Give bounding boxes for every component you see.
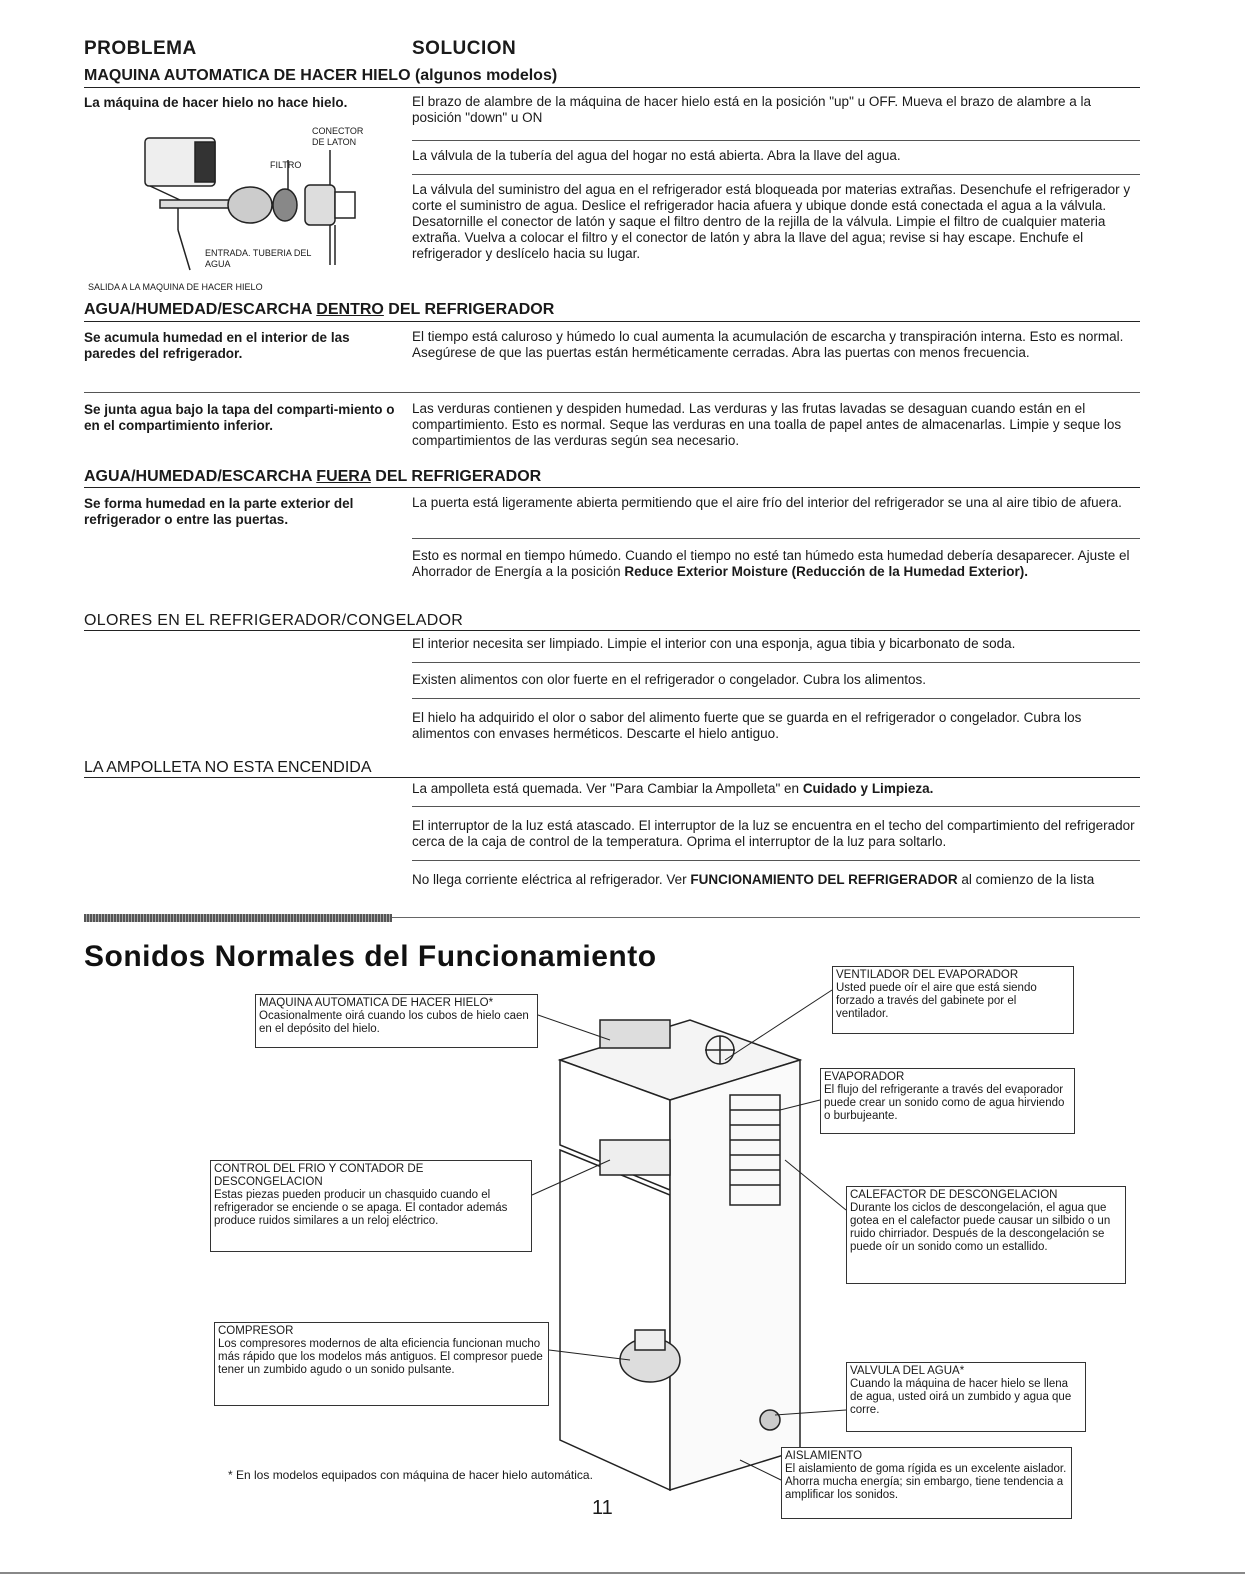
sound-box-heading: CALEFACTOR DE DESCONGELACION [850,1189,1058,1201]
sound-box-heading: AISLAMIENTO [785,1450,863,1462]
section-title-light: LA AMPOLLETA NO ESTA ENCENDIDA [84,759,372,776]
solution-text: La ampolleta está quemada. Ver "Para Cambiar la Ampolleta" en Cuidado y Limpieza. [412,781,934,796]
solution-header: SOLUCION [412,38,517,59]
footnote: * En los modelos equipados con máquina de hacer hielo automática. [228,1468,593,1482]
section-title-odors: OLORES EN EL REFRIGERADOR/CONGELADOR [84,612,464,629]
solution-text: No llega corriente eléctrica al refrigerador. Ver FUNCIONAMIENTO DEL REFRIGERADOR al comienzo de la lista [412,872,1095,887]
problem-text: Se junta agua bajo la tapa del comparti-miento o en el compartimiento inferior. [84,402,395,433]
solution-text: El hielo ha adquirido el olor o sabor del alimento fuerte que se guarda en el refrigerador o congelador. Cubra los alimentos con envases herméticos. Descarte el hielo antiguo. [412,710,1082,741]
solution-text: La puerta está ligeramente abierta permitiendo que el aire frío del interior del refrigerador se una al aire tibio de afuera. [412,495,1122,510]
solution-text: El brazo de alambre de la máquina de hacer hielo está en la posición "up" u OFF. Mueva el brazo de alambre a la posición "down" u ON [412,94,1091,125]
sound-box-heading: EVAPORADOR [824,1071,905,1083]
diagram-label: AGUA [205,259,231,269]
sound-box-heading: VALVULA DEL AGUA* [850,1365,965,1377]
sound-box-text: Estas piezas pueden producir un chasquido cuando el refrigerador se enciende o se apaga. El contador además produce ruidos similares a un reloj eléctrico. [214,1189,508,1227]
solution-text: El interior necesita ser limpiado. Limpie el interior con una esponja, agua tibia y bicarbonato de soda. [412,636,1016,651]
sound-box-text: Ocasionalmente oirá cuando los cubos de hielo caen en el depósito del hielo. [259,1010,529,1035]
solution-text: Las verduras contienen y despiden humedad. Las verduras y las frutas lavadas se desaguan cuando están en el compartimiento. Esto es normal. Seque las verduras en una toalla de papel antes de almacenarlas. Limpie y seque los compartimientos de las verduras según sea necesario. [412,401,1122,448]
problem-text: Se forma humedad en la parte exterior del refrigerador o entre las puertas. [84,496,354,527]
solution-text: La válvula de la tubería del agua del hogar no está abierta. Abra la llave del agua. [412,148,901,163]
page-number: 11 [592,1497,613,1519]
section-title-ice-maker: MAQUINA AUTOMATICA DE HACER HIELO (algunos modelos) [84,67,558,84]
diagram-label: DE LATON [312,137,357,147]
diagram-label: ENTRADA. TUBERIA DEL [205,248,312,258]
sound-box-heading: MAQUINA AUTOMATICA DE HACER HIELO* [259,997,494,1009]
sound-box-text: Durante los ciclos de descongelación, el agua que gotea en el calefactor puede causar un silbido o un ruido chirriador. Después de la descongelación se puede oír un sonido como un estallido. [850,1202,1111,1253]
sound-box-text: Los compresores modernos de alta eficiencia funcionan mucho más rápido que los modelos más antiguos. El compresor puede tener un zumbido agudo o un sonido pulsante. [218,1338,543,1376]
section-title-outside: AGUA/HUMEDAD/ESCARCHA FUERA DEL REFRIGERADOR [84,468,542,485]
solution-text: El tiempo está caluroso y húmedo lo cual aumenta la acumulación de escarcha y transpiración interna. Esto es normal. Asegúrese de que las puertas están herméticamente cerradas. Abra las puertas con menos frecuencia. [412,329,1124,360]
page-title: Sonidos Normales del Funcionamiento [84,940,657,973]
solution-text: Existen alimentos con olor fuerte en el refrigerador o congelador. Cubra los alimentos. [412,672,927,687]
sound-box-heading: VENTILADOR DEL EVAPORADOR [836,969,1019,981]
problem-text: Se acumula humedad en el interior de las paredes del refrigerador. [84,330,350,361]
sound-box-heading: CONTROL DEL FRIO Y CONTADOR DE DESCONGELACION [214,1163,424,1188]
solution-text: El interruptor de la luz está atascado. El interruptor de la luz se encuentra en el techo del compartimiento del refrigerador cerca de la caja de control de la temperatura. Oprima el interruptor de la luz para soltarlo. [412,818,1135,849]
solution-text: La válvula del suministro del agua en el refrigerador está bloqueada por materias extrañas. Desenchufe el refrigerador y corte el suministro de agua. Deslice el refrigerador hacia afuera y ubique donde está conectada el agua a la válvula. Desatornille el conector de latón y saque el filtro dentro de la rejilla de la válvula. Limpie el filtro de cualquier materia extraña. Vuelva a colocar el filtro y el conector de latón y abra la llave del agua; revise si hay escape. Enchufe el refrigerador y deslícelo hacia su lugar. [412,182,1131,261]
diagram-label: FILTRO [270,160,302,170]
sound-box-heading: COMPRESOR [218,1325,294,1337]
sound-box-text: El flujo del refrigerante a través del evaporador puede crear un sonido como de agua hirviendo o burbujeante. [824,1084,1065,1122]
problem-header: PROBLEMA [84,38,197,59]
sound-box-text: Usted puede oír el aire que está siendo forzado a través del gabinete por el ventilador. [836,982,1037,1020]
diagram-label: SALIDA A LA MAQUINA DE HACER HIELO [88,282,263,292]
section-title-inside: AGUA/HUMEDAD/ESCARCHA DENTRO DEL REFRIGERADOR [84,301,555,318]
diagram-label: CONECTOR [312,126,364,136]
sound-box-text: El aislamiento de goma rígida es un excelente aislador. Ahorra mucha energía; sin embargo, tiene tendencia a amplificar los sonidos. [785,1463,1067,1501]
problem-text: La máquina de hacer hielo no hace hielo. [84,95,348,110]
page-edge [0,1572,1245,1574]
solution-text: Esto es normal en tiempo húmedo. Cuando el tiempo no esté tan húmedo esta humedad debería desaparecer. Ajuste el Ahorrador de Energía a la posición Reduce Exterior Moisture (Reducción de la Humedad Exterior). [412,548,1130,579]
sound-box-text: Cuando la máquina de hacer hielo se llena de agua, usted oirá un zumbido y agua que corre. [850,1378,1072,1416]
